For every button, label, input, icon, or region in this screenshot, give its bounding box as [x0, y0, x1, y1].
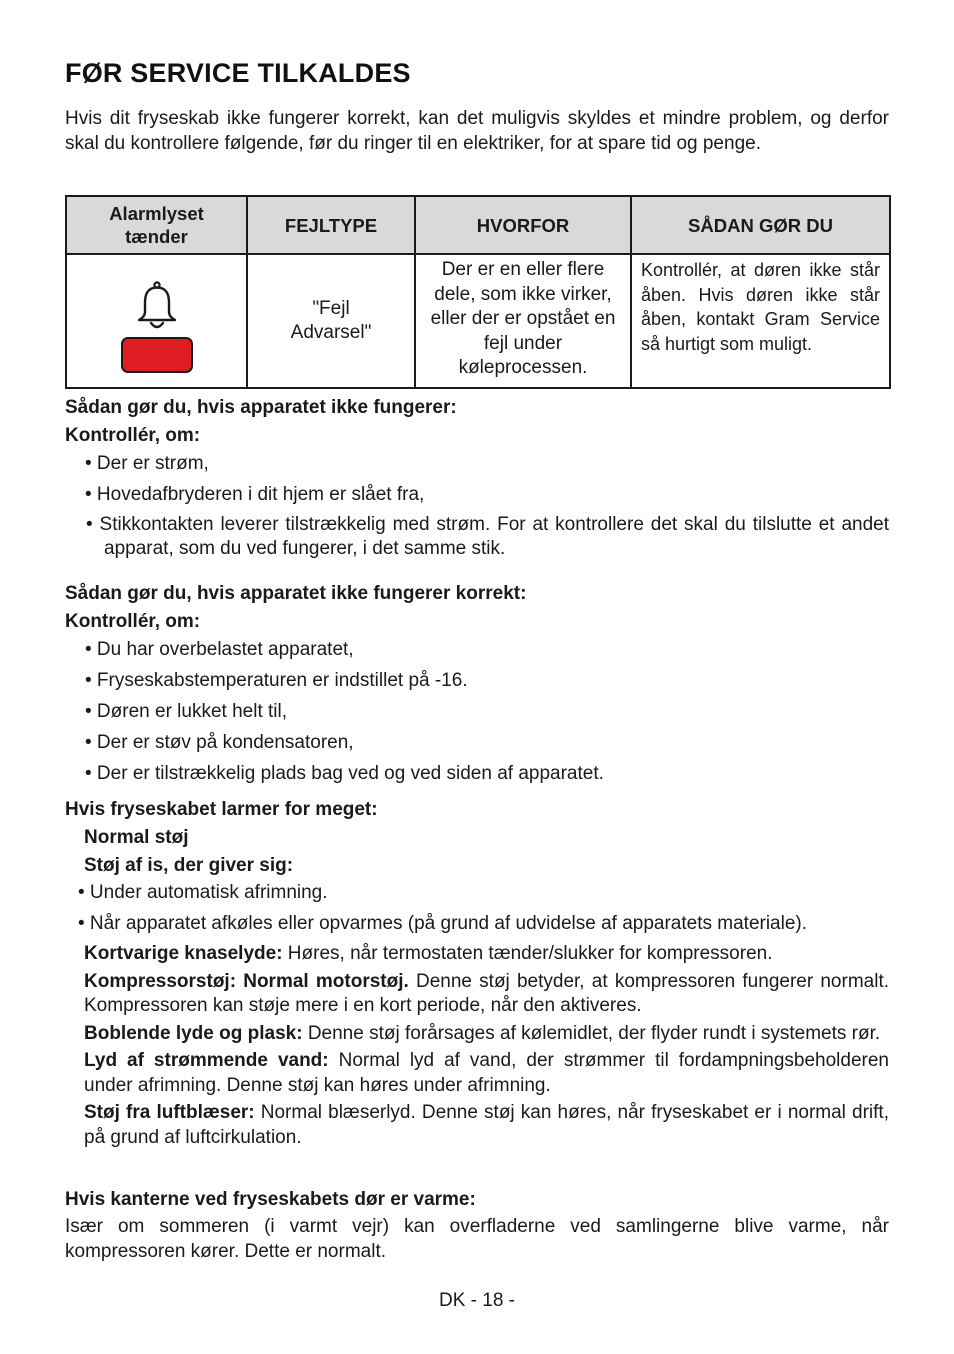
noise-text: Høres, når termostaten tænder/slukker for kompressoren. — [282, 943, 773, 964]
noise-label: Kortvarige knaselyde: — [84, 943, 283, 964]
list-item: • Du har overbelastet apparatet, — [85, 639, 354, 660]
noise-text: Denne støj forårsages af kølemidlet, der flyder rundt i systemets rør. — [302, 1022, 881, 1044]
bell-icon — [135, 281, 179, 331]
section-subheading: Kontrollér, om: — [65, 611, 201, 632]
section-heading: Hvis kanterne ved fryseskabets dør er varme: — [65, 1189, 476, 1210]
section-warm-edges — [65, 1187, 889, 1264]
normal-noise-heading: Normal støj — [84, 827, 189, 848]
noise-item — [65, 942, 889, 967]
list-item: • Stikkontakten leverer tilstrækkelig med strøm. For at kontrollere det skal du tilslutte et andet apparat, som du ved fungerer, i det samme stik. — [86, 514, 889, 559]
list-item: • Der er tilstrækkelig plads bag ved og ved siden af apparatet. — [85, 763, 604, 784]
header-fault-type: FEJLTYPE — [247, 196, 415, 254]
list-item: • Døren er lukket helt til, — [85, 701, 287, 722]
noise-label: Boblende lyde og plask: — [84, 1022, 303, 1044]
noise-label: Støj fra luftblæser: — [84, 1102, 255, 1123]
section-subheading: Kontrollér, om: — [65, 425, 201, 446]
noise-label: Kompressorstøj: Normal motorstøj. — [84, 970, 409, 992]
red-alarm-led-icon — [121, 337, 193, 373]
section-heading: Hvis fryseskabet larmer for meget: — [65, 799, 378, 820]
list-item: • Fryseskabstemperaturen er indstillet på -16. — [85, 670, 468, 691]
list-item: • Der er strøm, — [85, 453, 209, 474]
section-heading: Sådan gør du, hvis apparatet ikke fungerer korrekt: — [65, 583, 527, 604]
cause-cell — [415, 254, 631, 388]
list-item: • Når apparatet afkøles eller opvarmes (på grund af udvidelse af apparatets materiale). — [78, 913, 808, 934]
noise-text: Denne støj betyder, at kompressoren fungerer normalt. Kompressoren kan støje mere i en kort periode, når den aktiveres. — [84, 970, 890, 1016]
noise-item — [65, 970, 889, 1019]
action-cell: Kontrollér, at døren ikke står åben. Hvis døren ikke står åben, kontakt Gram Service så hurtigt som muligt. — [631, 254, 890, 388]
fault-table — [65, 195, 891, 389]
section-text: Især om sommeren (i varmt vejr) kan overfladerne ved samlingerne blive varme, når kompressoren kører. Dette er normalt. — [65, 1216, 889, 1262]
section-not-working — [65, 395, 889, 561]
noise-text: Normal lyd af vand, der strømmer til fordampningsbeholderen under afrimning. Denne støj kan høres under afrimning. — [84, 1050, 889, 1096]
section-not-working-correctly — [65, 581, 889, 786]
noise-label: Lyd af strømmende vand: — [84, 1050, 329, 1071]
list-item: • Hovedafbryderen i dit hjem er slået fra, — [85, 484, 425, 505]
page-number: DK - 18 - — [438, 1290, 516, 1311]
noise-item — [65, 1022, 889, 1047]
table-row — [66, 254, 890, 388]
fault-table-header — [66, 196, 890, 254]
noise-item — [65, 1049, 889, 1098]
alarm-indicator-cell — [66, 254, 247, 388]
cause-text: Der er en eller flere dele, som ikke virker, eller der er opstået en fejl under køleprocessen. — [430, 259, 616, 378]
page-title: FØR SERVICE TILKALDES — [65, 58, 411, 88]
fault-type-cell: "Fejl Advarsel" — [247, 254, 415, 388]
list-item: • Under automatisk afrimning. — [78, 882, 328, 903]
noise-item — [65, 1101, 889, 1150]
header-why: HVORFOR — [415, 196, 631, 254]
list-item: • Der er støv på kondensatoren, — [85, 732, 354, 753]
header-action: SÅDAN GØR DU — [631, 196, 890, 254]
section-heading: Sådan gør du, hvis apparatet ikke fungerer: — [65, 397, 457, 418]
section-noise — [65, 797, 889, 1150]
intro-paragraph: Hvis dit fryseskab ikke fungerer korrekt, kan det muligvis skyldes et mindre problem, og derfor skal du kontrollere følgende, før du ringer til en elektriker, for at spare tid og penge. — [65, 108, 889, 154]
header-alarm-light: Alarmlyset tænder — [66, 196, 247, 254]
noise-text: Normal blæserlyd. Denne støj kan høres, når fryseskabet er i normal drift, på grund af luftcirkulation. — [84, 1102, 889, 1148]
ice-noise-heading: Støj af is, der giver sig: — [84, 855, 294, 876]
